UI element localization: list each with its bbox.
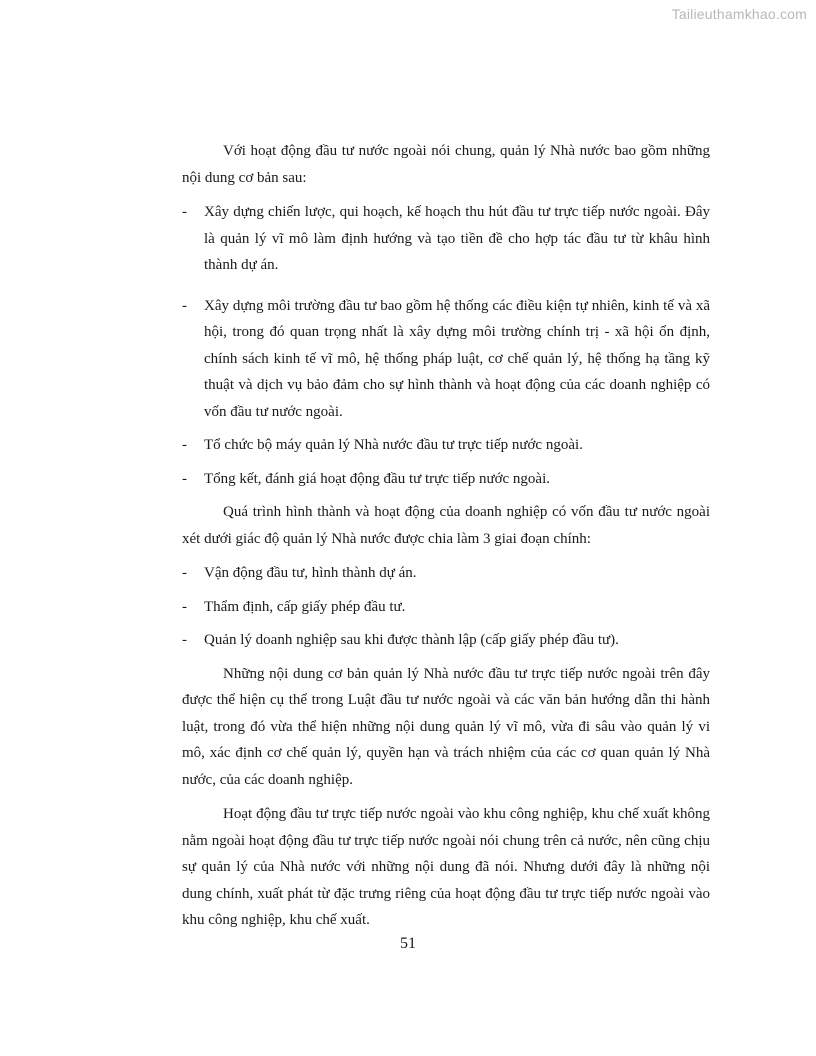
list-item <box>182 594 710 621</box>
bullet-dash: - <box>182 565 187 581</box>
watermark: Tailieuthamkhao.com <box>671 6 807 22</box>
page-number: 51 <box>400 935 416 952</box>
list-item-text: Xây dựng chiến lược, qui hoạch, kế hoạch thu hút đầu tư trực tiếp nước ngoài. Đây là quản lý vĩ mô làm định hướng và tạo tiền đề cho hợp tác đầu tư từ khâu hình thành dự án. <box>204 204 710 273</box>
list-item <box>182 432 710 459</box>
list-item <box>182 466 710 493</box>
list-item <box>182 293 710 426</box>
list-item <box>182 199 710 279</box>
paragraph-content: Những nội dung cơ bản quản lý Nhà nước đầu tư trực tiếp nước ngoài trên đây được thể hiện cụ thể trong Luật đầu tư nước ngoài và các văn bản hướng dẫn thi hành luật, trong đó vừa thể hiện những nội dung quản lý vĩ mô, vừa đi sâu vào quản lý vi mô, xác định cơ chế quản lý, quyền hạn và trách nhiệm của các cơ quan quản lý Nhà nước, của các doanh nghiệp. <box>182 665 710 788</box>
bullet-dash: - <box>182 297 187 314</box>
list-item-text: Xây dựng môi trường đầu tư bao gồm hệ thống các điều kiện tự nhiên, kinh tế và xã hội, trong đó quan trọng nhất là xây dựng môi trường chính trị - xã hội ổn định, chính sách kinh tế vĩ mô, hệ thống pháp luật, cơ chế quản lý, hệ thống hạ tầng kỹ thuật và dịch vụ bảo đảm cho sự hình thành và hoạt động của các doanh nghiệp có vốn đầu tư nước ngoài. <box>204 297 710 420</box>
paragraph-stages: Quá trình hình thành và hoạt động của doanh nghiệp có vốn đầu tư nước ngoài xét dưới giác độ quản lý Nhà nước được chia làm 3 giai đoạn chính: <box>182 504 710 547</box>
list-item <box>182 627 710 654</box>
paragraph-intro: Với hoạt động đầu tư nước ngoài nói chung, quản lý Nhà nước bao gồm những nội dung cơ bản sau: <box>182 143 710 186</box>
list-item-text: Tổ chức bộ máy quản lý Nhà nước đầu tư trực tiếp nước ngoài. <box>204 437 583 453</box>
bullet-dash: - <box>182 470 187 487</box>
list-item-text: Vận động đầu tư, hình thành dự án. <box>204 565 417 581</box>
list-item-text: Thẩm định, cấp giấy phép đầu tư. <box>204 598 406 615</box>
document-body <box>182 138 710 942</box>
bullet-dash: - <box>182 437 187 453</box>
list-item-text: Quản lý doanh nghiệp sau khi được thành lập (cấp giấy phép đầu tư). <box>204 632 619 648</box>
list-item <box>182 560 710 587</box>
bullet-dash: - <box>182 632 187 648</box>
bullet-dash: - <box>182 598 187 615</box>
paragraph-industrial-zones: Hoạt động đầu tư trực tiếp nước ngoài vào khu công nghiệp, khu chế xuất không nằm ngoài hoạt động đầu tư trực tiếp nước ngoài nói chung trên cả nước, nên cũng chịu sự quản lý của Nhà nước với những nội dung đã nói. Nhưng dưới đây là những nội dung chính, xuất phát từ đặc trưng riêng của hoạt động đầu tư trực tiếp nước ngoài vào khu công nghiệp, khu chế xuất. <box>182 806 710 928</box>
list-item-text: Tổng kết, đánh giá hoạt động đầu tư trực tiếp nước ngoài. <box>204 470 550 487</box>
bullet-dash: - <box>182 204 187 220</box>
